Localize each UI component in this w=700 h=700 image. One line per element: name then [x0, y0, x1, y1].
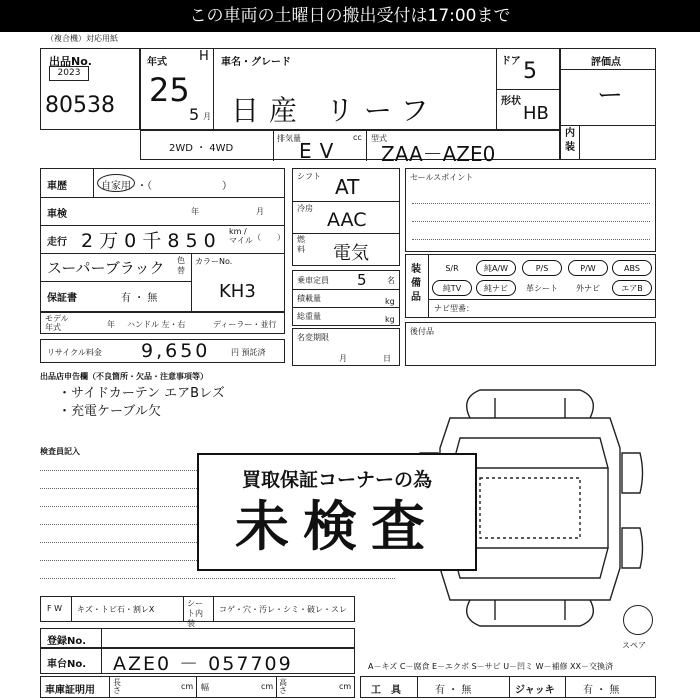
history-circle — [97, 174, 135, 192]
form-title: （複合機）対応用紙 — [46, 34, 118, 43]
ac-label: 冷房 — [297, 204, 313, 213]
year-month-unit: 月 — [203, 112, 211, 121]
tools-value: 有 ・ 無 — [435, 685, 472, 696]
mileage-unit: km / マイル — [229, 227, 253, 245]
name-change-box — [292, 328, 400, 366]
notes-label: 出品店申告欄（不良箇所・欠品・注意事項等） — [40, 372, 208, 381]
chassis-label: 車台No. — [47, 659, 87, 670]
equipment-chip: 純ナビ — [476, 280, 516, 296]
mileage-paren: （ ） — [253, 233, 285, 242]
interior-label: 内装 — [565, 128, 575, 153]
capacity-value: 5 — [357, 271, 367, 289]
equipment-chip: P/S — [522, 260, 562, 276]
history-option: 自家用 — [101, 181, 131, 192]
score-value: ー — [597, 81, 624, 111]
dealer-value: ディーラー・並行 — [213, 320, 277, 329]
accessories-label: 後付品 — [410, 327, 434, 336]
banner: この車両の土曜日の搬出受付は17:00まで — [0, 0, 700, 32]
name-change-day: 日 — [383, 354, 391, 363]
cert-height: 高さ — [279, 678, 287, 695]
model-year-label: モデル年式 — [45, 314, 69, 332]
lot-box — [40, 48, 140, 130]
capacity-block — [292, 270, 400, 326]
model-code-value: ZAA－AZE0 — [381, 142, 496, 166]
load-unit: kg — [385, 297, 395, 306]
recycle-label: リサイクル料金 — [47, 348, 102, 357]
model-code-label: 型式 — [371, 134, 387, 143]
fw-row — [40, 596, 355, 628]
inspection-month: 月 — [256, 207, 264, 216]
capacity-unit: 名 — [387, 276, 395, 285]
mileage-label: 走行 — [47, 237, 67, 248]
cert-cm1: cm — [181, 682, 194, 691]
shift-value: AT — [335, 175, 360, 199]
equipment-chip: ABS — [612, 260, 652, 276]
inspector-line — [40, 578, 395, 579]
fuel-value: 電気 — [333, 243, 369, 264]
equipment-chip: エアB — [612, 280, 652, 296]
left-details — [40, 168, 285, 312]
accessories-box — [405, 322, 656, 366]
shape-label: 形状 — [501, 96, 521, 107]
ac-value: AAC — [327, 209, 367, 231]
drive-value: 2WD ・ 4WD — [169, 143, 234, 154]
cert-label: 車庫証明用 — [45, 685, 95, 696]
displacement-value: EV — [299, 139, 342, 163]
lot-number: 80538 — [45, 93, 115, 118]
inspection-year: 年 — [191, 207, 199, 216]
history-label: 車歴 — [47, 181, 67, 192]
seat-value: コゲ・穴・汚レ・シミ・破レ・スレ — [219, 605, 347, 614]
seat-label: シート内装 — [187, 599, 203, 628]
chassis-value: AZE0 － 057709 — [113, 653, 293, 675]
chassis-row — [40, 648, 355, 674]
damage-legend: A－キズ C－腐食 E－エクボ S－サビ U－凹ミ W－補修 XX－交換済 — [368, 662, 614, 671]
notes-line2: ・充電ケーブル欠 — [58, 404, 161, 419]
year-label: 年式 — [147, 57, 167, 68]
equipment-chip: 外ナビ — [576, 284, 600, 293]
year-era: H — [199, 49, 209, 64]
displacement-label: 排気量 — [277, 134, 301, 143]
equipment-chip: 純TV — [432, 280, 472, 296]
notes-line1: ・サイドカーテン エアBレズ — [58, 386, 225, 401]
sales-point-label: セールスポイント — [410, 173, 474, 182]
middle-specs — [292, 168, 400, 266]
model-year-unit: 年 — [107, 320, 115, 329]
car-name-value: 日産 リーフ — [231, 94, 439, 127]
mileage-value: 2 万 0 千 8 5 0 — [81, 230, 216, 252]
name-change-month: 月 — [339, 354, 347, 363]
name-change-label: 名変期限 — [297, 333, 329, 342]
equipment-chip: 革シート — [526, 284, 558, 293]
score-box — [560, 48, 656, 160]
cert-cm3: cm — [339, 682, 352, 691]
stamp-line2: 未検査 — [235, 495, 439, 558]
score-label: 評価点 — [591, 57, 621, 68]
spare-tire-icon — [623, 605, 653, 635]
registration-label: 登録No. — [47, 636, 87, 647]
capacity-label: 乗車定員 — [297, 276, 329, 285]
history-rest: ・（ ） — [137, 181, 232, 192]
load-label: 積載量 — [297, 294, 321, 303]
not-inspected-stamp — [197, 453, 477, 571]
gross-unit: kg — [385, 315, 395, 324]
equipment-label: 装備品 — [411, 264, 421, 303]
color-no-value: KH3 — [219, 281, 256, 302]
year-month: 5 — [189, 105, 200, 124]
jack-value: 有 ・ 無 — [583, 685, 620, 696]
tools-label: 工 具 — [371, 685, 401, 696]
gross-label: 総重量 — [297, 312, 321, 321]
color-change: 色替 — [177, 256, 185, 275]
sales-point-box — [405, 168, 656, 252]
model-year-row — [40, 312, 285, 334]
fw-label: F W — [47, 604, 63, 613]
inspection-label: 車検 — [47, 209, 67, 220]
fuel-label: 燃料 — [297, 235, 305, 254]
displacement-unit: cc — [353, 133, 362, 142]
recycle-value: 9,650 — [141, 340, 211, 362]
lot-label: 出品No. — [49, 55, 92, 68]
recycle-unit: 円 預託済 — [231, 348, 266, 357]
shape-value: HB — [523, 103, 549, 124]
shift-label: シフト — [297, 172, 321, 181]
stamp-line1: 買取保証コーナーの為 — [241, 469, 432, 491]
spec-row — [140, 130, 560, 166]
tools-row — [360, 676, 656, 698]
equipment-chip: 純A/W — [476, 260, 516, 276]
handle-value: ハンドル 左・右 — [127, 320, 186, 329]
color-no-label: カラーNo. — [195, 257, 233, 266]
fw-value: キズ・トビ石・割レX — [77, 605, 155, 614]
inspector-label: 検査員記入 — [40, 447, 80, 456]
doors-value: 5 — [523, 59, 537, 84]
lot-year-tag: 2023 — [49, 66, 89, 81]
warranty-value: 有 ・ 無 — [121, 293, 158, 304]
car-name-label: 車名・グレード — [221, 57, 291, 68]
doors-label: ドア — [501, 56, 521, 67]
year-value: 25 — [149, 71, 190, 109]
equipment-chip: P/W — [568, 260, 608, 276]
cert-long: 長さ — [113, 678, 121, 695]
vehicle-header — [140, 48, 560, 130]
registration-row — [40, 628, 355, 648]
color-value: スーパーブラック — [47, 259, 165, 277]
cert-cm2: cm — [261, 682, 274, 691]
cert-width: 幅 — [201, 683, 209, 692]
jack-label: ジャッキ — [515, 685, 555, 696]
recycle-row — [40, 339, 285, 363]
navi-model: ナビ型番： — [434, 304, 474, 313]
spare-label: スペア — [622, 641, 646, 650]
cert-row — [40, 676, 355, 698]
warranty-label: 保証書 — [47, 293, 77, 304]
equipment-chip: S/R — [445, 264, 459, 273]
